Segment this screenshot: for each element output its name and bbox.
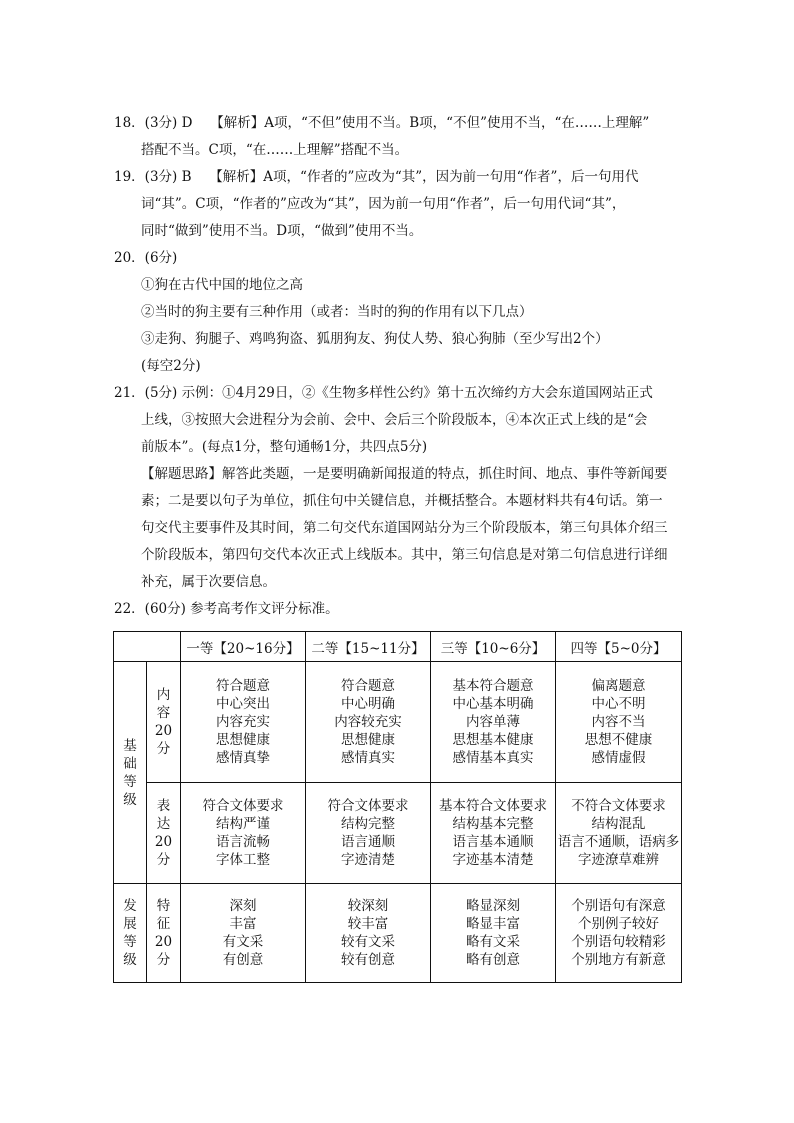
- content-grade-3: [431, 662, 556, 783]
- criteria-line: 语言流畅: [216, 834, 270, 850]
- criteria-line: 结构混乱: [591, 816, 646, 832]
- sub-expression-char: 表: [156, 798, 171, 814]
- question-22: [114, 596, 684, 623]
- criteria-line: 符合文体要求: [327, 798, 409, 814]
- criteria-line: 个别地方有新意: [571, 952, 666, 968]
- criteria-line: 内容不当: [591, 714, 646, 730]
- q20-answer-1: ①狗在古代中国的地位之高: [141, 277, 303, 293]
- q20-answer-2: ②当时的狗主要有三种作用（或者：当时的狗的作用有以下几点）: [141, 304, 533, 320]
- criteria-line: 有创意: [222, 952, 264, 968]
- criteria-line: 符合题意: [341, 678, 395, 694]
- criteria-line: 略显深刻: [466, 898, 520, 914]
- criteria-line: 较有文采: [341, 934, 395, 950]
- table-row-features: [114, 884, 682, 983]
- sub-features: [147, 884, 181, 983]
- criteria-line: 中心不明: [591, 696, 646, 712]
- content-grade-4: [556, 662, 682, 783]
- criteria-line: 略显丰富: [466, 916, 520, 932]
- group-basic-char: 级: [123, 791, 137, 808]
- sub-content-char: 内: [156, 687, 171, 703]
- features-grade-1: [181, 884, 306, 983]
- sub-features-char: 分: [156, 952, 171, 968]
- sub-features-char: 征: [156, 916, 171, 932]
- group-development-level: [114, 884, 147, 983]
- expression-grade-2: [306, 783, 431, 884]
- criteria-line: 语言不通顺，语病多: [557, 834, 680, 850]
- criteria-line: 偏离题意: [591, 678, 646, 694]
- criteria-line: 语言基本通顺: [452, 834, 534, 850]
- header-grade-2: 二等【15~11分】: [306, 632, 431, 662]
- criteria-line: 有文采: [222, 934, 264, 950]
- q18-line-2: 搭配不当。C项，“在……上理解”搭配不当。: [141, 142, 409, 158]
- criteria-line: 字迹潦草难辨: [578, 852, 659, 868]
- criteria-line: 字迹基本清楚: [452, 852, 534, 868]
- q20-note: (每空2分): [141, 358, 201, 374]
- sub-expression-char: 20: [154, 834, 173, 850]
- sub-content: [147, 662, 181, 783]
- q21-line-1: 21．(5分) 示例：①4月29日，②《生物多样性公约》第十五次缔约方大会东道国网站正式: [114, 385, 653, 401]
- criteria-line: 内容充实: [216, 714, 270, 730]
- group-basic-level: [114, 662, 147, 884]
- features-grade-4: [556, 884, 682, 983]
- criteria-line: 感情虚假: [591, 750, 646, 766]
- header-grade-1: 一等【20~16分】: [181, 632, 306, 662]
- header-grade-4: 四等【5~0分】: [556, 632, 682, 662]
- group-development-char: 等: [123, 934, 137, 950]
- q21-analysis-2: 素；二是要以句子为单位，抓住句中关键信息，并概括整合。本题材料共有4句话。第一: [141, 493, 663, 509]
- table-row-expression: [114, 783, 682, 884]
- criteria-line: 较丰富: [347, 916, 389, 932]
- q21-analysis-1: 【解题思路】解答此类题，一是要明确新闻报道的特点，抓住时间、地点、事件等新闻要: [141, 466, 668, 482]
- criteria-line: 内容单薄: [466, 714, 520, 730]
- group-development-char: 发: [123, 898, 137, 914]
- criteria-line: 个别例子较好: [578, 916, 659, 932]
- criteria-line: 语言通顺: [341, 834, 395, 850]
- criteria-line: 思想健康: [341, 732, 395, 748]
- criteria-line: 思想基本健康: [452, 732, 534, 748]
- sub-features-char: 特: [156, 898, 171, 914]
- criteria-line: 中心基本明确: [452, 696, 534, 712]
- criteria-line: 基本符合文体要求: [439, 798, 547, 814]
- sub-expression-char: 达: [156, 816, 171, 832]
- table-header-row: [114, 632, 682, 662]
- group-development-char: 展: [123, 916, 137, 932]
- sub-content-char: 容: [156, 705, 171, 721]
- sub-content-char: 分: [156, 741, 171, 757]
- q21-analysis-4: 个阶段版本，第四句交代本次正式上线版本。其中，第三句信息是对第二句信息进行详细: [141, 547, 668, 563]
- criteria-line: 不符合文体要求: [571, 798, 666, 814]
- q22-line-1: 22．(60分) 参考高考作文评分标准。: [114, 601, 339, 617]
- scoring-table: [113, 631, 682, 983]
- criteria-line: 较深刻: [347, 898, 389, 914]
- question-21: [114, 380, 684, 596]
- criteria-line: 略有创意: [466, 952, 520, 968]
- features-grade-3: [431, 884, 556, 983]
- q19-line-1: 19．(3分) B 【解析】A项，“作者的”应改为“其”，因为前一句用“作者”，后一句用代: [114, 169, 639, 185]
- sub-content-char: 20: [154, 723, 173, 739]
- criteria-line: 符合文体要求: [202, 798, 284, 814]
- table-row-content: [114, 662, 682, 783]
- criteria-line: 结构严谨: [216, 816, 270, 832]
- criteria-line: 较有创意: [341, 952, 395, 968]
- criteria-line: 思想健康: [216, 732, 270, 748]
- criteria-line: 中心明确: [341, 696, 395, 712]
- question-20: [114, 245, 684, 380]
- sub-expression-char: 分: [156, 852, 171, 868]
- criteria-line: 字体工整: [216, 852, 270, 868]
- expression-grade-3: [431, 783, 556, 884]
- group-development-char: 级: [123, 952, 137, 968]
- expression-grade-1: [181, 783, 306, 884]
- table-corner-cell: [114, 632, 181, 662]
- header-grade-3: 三等【10~6分】: [431, 632, 556, 662]
- criteria-line: 个别语句较精彩: [571, 934, 666, 950]
- question-19: [114, 164, 684, 245]
- criteria-line: 感情真实: [341, 750, 395, 766]
- group-basic-char: 础: [123, 755, 137, 772]
- q20-line-1: 20．(6分): [114, 250, 178, 266]
- q21-analysis-3: 句交代主要事件及其时间，第二句交代东道国网站分为三个阶段版本，第三句具体介绍三: [141, 520, 668, 536]
- expression-grade-4: [556, 783, 682, 884]
- criteria-line: 感情真挚: [216, 750, 270, 766]
- group-basic-char: 基: [123, 737, 137, 754]
- criteria-line: 丰富: [229, 916, 257, 932]
- q19-line-3: 同时“做到”使用不当。D项，“做到”使用不当。: [141, 223, 423, 239]
- q21-analysis-5: 补充，属于次要信息。: [141, 574, 276, 590]
- criteria-line: 个别语句有深意: [571, 898, 666, 914]
- content-grade-2: [306, 662, 431, 783]
- sub-features-char: 20: [154, 934, 173, 950]
- q21-line-2: 上线，③按照大会进程分为会前、会中、会后三个阶段版本，④本次正式上线的是“会: [141, 412, 648, 428]
- criteria-line: 感情基本真实: [452, 750, 534, 766]
- content-grade-1: [181, 662, 306, 783]
- q20-answer-3: ③走狗、狗腿子、鸡鸣狗盗、狐朋狗友、狗仗人势、狼心狗肺（至少写出2个）: [141, 331, 609, 347]
- criteria-line: 内容较充实: [334, 714, 402, 730]
- q18-line-1: 18．(3分) D 【解析】A项，“不但”使用不当。B项，“不但”使用不当，“在……上理解”: [114, 115, 650, 131]
- q21-line-3: 前版本”。(每点1分，整句通畅1分，共四点5分): [141, 439, 428, 455]
- question-18: [114, 110, 684, 164]
- criteria-line: 字迹清楚: [341, 852, 395, 868]
- sub-expression: [147, 783, 181, 884]
- group-basic-char: 等: [123, 773, 137, 790]
- features-grade-2: [306, 884, 431, 983]
- criteria-line: 思想不健康: [584, 732, 653, 748]
- criteria-line: 深刻: [229, 898, 257, 914]
- criteria-line: 中心突出: [216, 696, 270, 712]
- criteria-line: 结构基本完整: [452, 816, 534, 832]
- criteria-line: 符合题意: [216, 678, 270, 694]
- q19-line-2: 词“其”。C项，“作者的”应改为“其”，因为前一句用“作者”，后一句用代词“其”，: [141, 196, 626, 212]
- criteria-line: 基本符合题意: [452, 678, 534, 694]
- criteria-line: 结构完整: [341, 816, 395, 832]
- criteria-line: 略有文采: [466, 934, 520, 950]
